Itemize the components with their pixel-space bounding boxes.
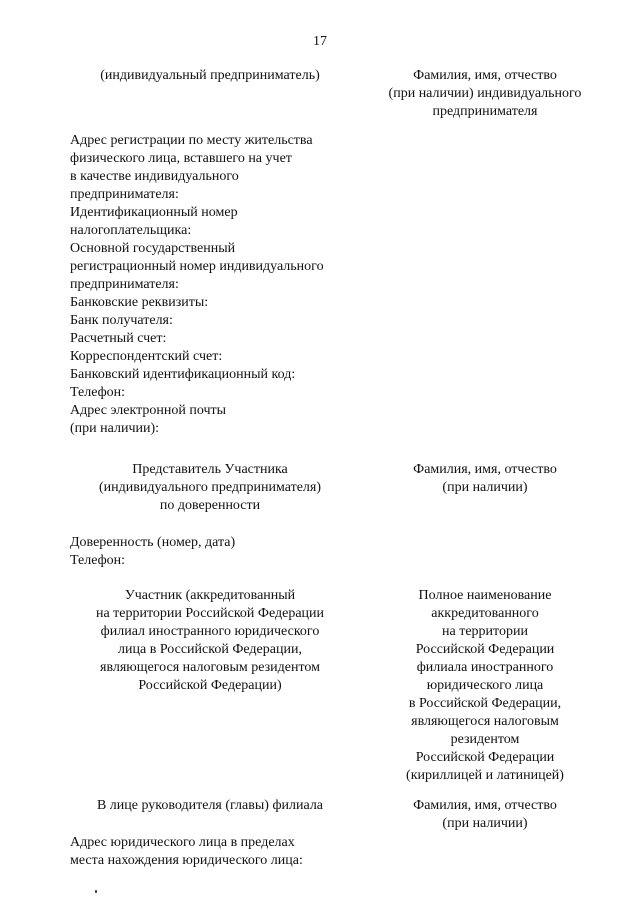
field-label: Телефон: bbox=[70, 553, 126, 568]
caption-line: (при наличии) bbox=[442, 480, 528, 495]
field-label: Адрес регистрации по месту жительства bbox=[70, 133, 313, 148]
caption-line: (при наличии) bbox=[442, 816, 528, 831]
branch-participant-heading bbox=[70, 587, 350, 695]
field-label: места нахождения юридического лица: bbox=[70, 853, 303, 868]
heading-line: (индивидуального предпринимателя) bbox=[98, 480, 322, 495]
scan-artifact bbox=[95, 890, 97, 893]
caption-line: (при наличии) индивидуального bbox=[388, 86, 582, 101]
caption-line: Российской Федерации bbox=[415, 642, 555, 657]
heading-line: по доверенности bbox=[159, 498, 261, 513]
caption-line: на территории bbox=[442, 624, 528, 639]
branch-head-fio-caption bbox=[370, 797, 600, 833]
field-label: в качестве индивидуального bbox=[70, 169, 239, 184]
field-label: (при наличии): bbox=[70, 421, 160, 436]
ip-fio-caption bbox=[370, 67, 600, 121]
page-number: 17 bbox=[313, 34, 327, 49]
field-label: предпринимателя: bbox=[70, 187, 179, 202]
field-label: налогоплательщика: bbox=[70, 223, 192, 238]
heading-line: лица в Российской Федерации, bbox=[118, 642, 302, 657]
heading-line: на территории Российской Федерации bbox=[95, 606, 325, 621]
heading-line: являющегося налоговым резидентом bbox=[100, 660, 320, 675]
representative-fio-caption bbox=[370, 461, 600, 497]
caption-line: являющегося налоговым bbox=[411, 714, 559, 729]
caption-line: (кириллицей и латиницей) bbox=[406, 768, 564, 783]
caption-line: Фамилия, имя, отчество bbox=[413, 462, 557, 477]
field-label: Расчетный счет: bbox=[70, 331, 167, 346]
field-label: Корреспондентский счет: bbox=[70, 349, 223, 364]
caption-line: предпринимателя bbox=[432, 104, 538, 119]
field-label: физического лица, вставшего на учет bbox=[70, 151, 292, 166]
branch-address-fields bbox=[70, 834, 370, 870]
ip-requisites-list bbox=[70, 132, 370, 438]
field-label: Телефон: bbox=[70, 385, 126, 400]
caption-line: Фамилия, имя, отчество bbox=[413, 68, 557, 83]
caption-line: Полное наименование bbox=[418, 588, 552, 603]
field-label: Доверенность (номер, дата) bbox=[70, 535, 236, 550]
caption-line: юридического лица bbox=[426, 678, 544, 693]
field-label: Основной государственный bbox=[70, 241, 236, 256]
field-label: Банк получателя: bbox=[70, 313, 173, 328]
field-label: Адрес юридического лица в пределах bbox=[70, 835, 295, 850]
branch-fullname-caption bbox=[370, 587, 600, 785]
heading-line: филиал иностранного юридического bbox=[100, 624, 320, 639]
caption-line: резидентом bbox=[450, 732, 520, 747]
branch-head-heading bbox=[70, 797, 350, 815]
field-label: Банковский идентификационный код: bbox=[70, 367, 296, 382]
heading-line: Участник (аккредитованный bbox=[124, 588, 296, 603]
representative-fields bbox=[70, 534, 370, 570]
field-label: предпринимателя: bbox=[70, 277, 179, 292]
field-label: Банковские реквизиты: bbox=[70, 295, 209, 310]
field-label: Адрес электронной почты bbox=[70, 403, 227, 418]
heading-line: Представитель Участника bbox=[132, 462, 288, 477]
field-label: Идентификационный номер bbox=[70, 205, 238, 220]
caption-line: филиала иностранного bbox=[416, 660, 554, 675]
heading-line: В лице руководителя (главы) филиала bbox=[96, 798, 324, 813]
ip-heading bbox=[70, 67, 350, 85]
caption-line: Фамилия, имя, отчество bbox=[413, 798, 557, 813]
heading-line: Российской Федерации) bbox=[138, 678, 282, 693]
representative-heading bbox=[70, 461, 350, 515]
ip-heading-text: (индивидуальный предприниматель) bbox=[100, 68, 320, 83]
caption-line: Российской Федерации bbox=[415, 750, 555, 765]
caption-line: аккредитованного bbox=[431, 606, 539, 621]
field-label: регистрационный номер индивидуального bbox=[70, 259, 324, 274]
caption-line: в Российской Федерации, bbox=[408, 696, 562, 711]
